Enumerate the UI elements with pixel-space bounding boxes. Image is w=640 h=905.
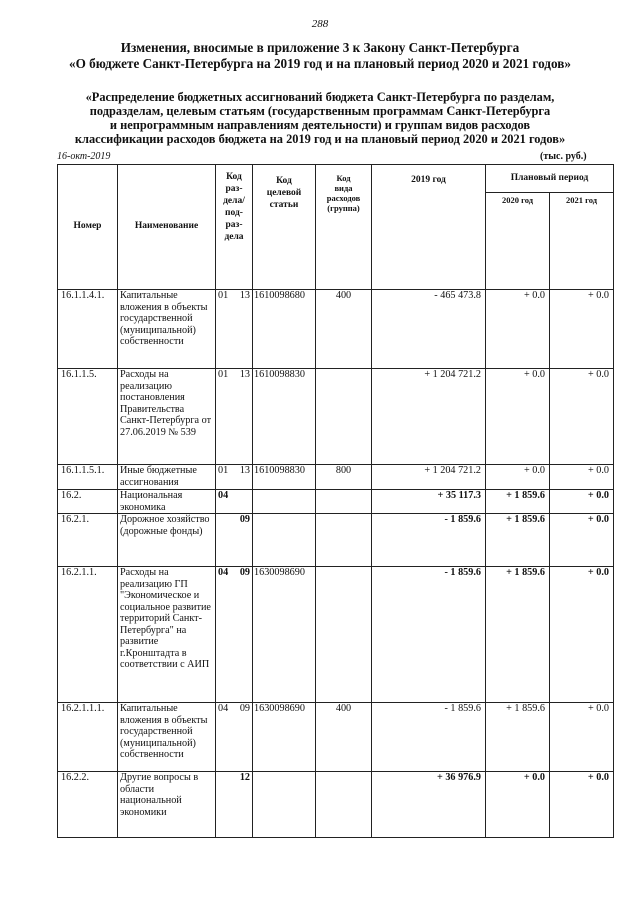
row-target-article: 1630098690	[253, 703, 316, 772]
budget-table	[57, 164, 614, 838]
units-label: (тыс. руб.)	[540, 151, 587, 162]
row-number: 16.2.1.1.	[58, 567, 118, 703]
subtitle-line-3: и непрограммным направлениям деятельности) и группам видов расходов	[109, 118, 531, 132]
row-amount-2019: - 1 859.6	[372, 703, 486, 772]
header-2020: 2020 год	[486, 193, 550, 290]
row-name: Национальная экономика	[118, 490, 216, 514]
row-expense-group	[316, 369, 372, 465]
row-amount-2021: + 0.0	[550, 567, 614, 703]
row-amount-2020: + 0.0	[486, 369, 550, 465]
row-number: 16.1.1.5.1.	[58, 465, 118, 490]
row-amount-2020: + 0.0	[486, 465, 550, 490]
row-amount-2019: + 1 204 721.2	[372, 465, 486, 490]
row-name: Капитальные вложения в объекты государственной (муниципальной) собственности	[118, 290, 216, 369]
document-date: 16-окт-2019	[57, 151, 111, 162]
row-razdel: 04	[216, 490, 235, 514]
document-title	[40, 40, 600, 72]
row-podrazdel: 13	[235, 290, 253, 369]
header-2021: 2021 год	[550, 193, 614, 290]
row-expense-group	[316, 514, 372, 567]
row-amount-2021: + 0.0	[550, 772, 614, 838]
row-number: 16.2.	[58, 490, 118, 514]
table-row	[58, 369, 614, 465]
row-amount-2020: + 1 859.6	[486, 490, 550, 514]
header-razdel-line: дела	[224, 232, 244, 242]
subtitle-line-4: классификации расходов бюджета на 2019 год и на плановый период 2020 и 2021 годов»	[74, 132, 566, 146]
row-podrazdel: 09	[235, 567, 253, 703]
row-podrazdel: 13	[235, 465, 253, 490]
header-expense-group	[316, 165, 372, 290]
header-razdel	[216, 165, 253, 290]
row-amount-2019: - 465 473.8	[372, 290, 486, 369]
row-amount-2021: + 0.0	[550, 703, 614, 772]
row-name: Иные бюджетные ассигнования	[118, 465, 216, 490]
table-row	[58, 490, 614, 514]
table-row	[58, 290, 614, 369]
title-line-2: «О бюджете Санкт-Петербурга на 2019 год и на плановый период 2020 и 2021 годов»	[69, 56, 571, 71]
row-podrazdel: 09	[235, 514, 253, 567]
row-razdel: 01	[216, 465, 235, 490]
row-amount-2020: + 1 859.6	[486, 514, 550, 567]
row-amount-2021: + 0.0	[550, 514, 614, 567]
row-target-article: 1610098680	[253, 290, 316, 369]
header-plan-period: Плановый период	[486, 165, 614, 193]
row-amount-2019: - 1 859.6	[372, 567, 486, 703]
row-amount-2019: + 35 117.3	[372, 490, 486, 514]
row-razdel: 04	[216, 703, 235, 772]
row-amount-2021: + 0.0	[550, 290, 614, 369]
row-number: 16.1.1.4.1.	[58, 290, 118, 369]
row-name: Другие вопросы в области национальной экономики	[118, 772, 216, 838]
row-amount-2020: + 0.0	[486, 772, 550, 838]
row-razdel: 01	[216, 290, 235, 369]
header-razdel-line: раз-	[225, 184, 243, 194]
row-target-article	[253, 514, 316, 567]
row-target-article	[253, 772, 316, 838]
row-number: 16.1.1.5.	[58, 369, 118, 465]
header-gr-line: расходов	[326, 193, 361, 203]
header-razdel-line: под-	[225, 208, 243, 218]
table-row	[58, 514, 614, 567]
header-razdel-line: Код	[226, 172, 242, 182]
header-razdel-line: дела/	[223, 196, 245, 206]
row-expense-group	[316, 567, 372, 703]
header-cs-line: целевой	[266, 188, 302, 198]
document-subtitle	[40, 90, 600, 146]
header-target-article	[253, 165, 316, 290]
row-expense-group	[316, 490, 372, 514]
row-podrazdel	[235, 490, 253, 514]
row-name: Капитальные вложения в объекты государственной (муниципальной) собственности	[118, 703, 216, 772]
row-name: Расходы на реализацию постановления Правительства Санкт-Петербурга от 27.06.2019 № 539	[118, 369, 216, 465]
row-amount-2019: - 1 859.6	[372, 514, 486, 567]
table-row	[58, 772, 614, 838]
row-amount-2021: + 0.0	[550, 465, 614, 490]
header-2019: 2019 год	[372, 165, 486, 290]
header-cs-line: статьи	[269, 200, 299, 210]
row-amount-2020: + 0.0	[486, 290, 550, 369]
row-number: 16.2.1.1.1.	[58, 703, 118, 772]
row-number: 16.2.1.	[58, 514, 118, 567]
row-amount-2019: + 36 976.9	[372, 772, 486, 838]
row-amount-2020: + 1 859.6	[486, 567, 550, 703]
header-gr-line: (группа)	[327, 203, 360, 213]
row-podrazdel: 12	[235, 772, 253, 838]
subtitle-line-1: «Распределение бюджетных ассигнований бюджета Санкт-Петербурга по разделам,	[85, 90, 555, 104]
row-target-article: 1610098830	[253, 369, 316, 465]
row-target-article: 1630098690	[253, 567, 316, 703]
header-razdel-line: раз-	[225, 220, 243, 230]
table-header-row	[58, 165, 614, 193]
row-name: Дорожное хозяйство (дорожные фонды)	[118, 514, 216, 567]
header-cs-line: Код	[276, 176, 292, 186]
row-razdel	[216, 772, 235, 838]
row-podrazdel: 09	[235, 703, 253, 772]
row-razdel	[216, 514, 235, 567]
page-number: 288	[311, 18, 329, 30]
header-gr-line: вида	[334, 183, 353, 193]
row-number: 16.2.2.	[58, 772, 118, 838]
title-line-1: Изменения, вносимые в приложение 3 к Закону Санкт-Петербурга	[120, 40, 520, 55]
row-amount-2019: + 1 204 721.2	[372, 369, 486, 465]
table-row	[58, 465, 614, 490]
header-name: Наименование	[118, 165, 216, 290]
row-podrazdel: 13	[235, 369, 253, 465]
subtitle-line-2: подразделам, целевым статьям (государственным программам Санкт-Петербурга	[89, 104, 551, 118]
row-expense-group	[316, 772, 372, 838]
header-gr-line: Код	[336, 173, 351, 183]
row-amount-2020: + 1 859.6	[486, 703, 550, 772]
row-target-article: 1610098830	[253, 465, 316, 490]
row-target-article	[253, 490, 316, 514]
row-razdel: 01	[216, 369, 235, 465]
header-number: Номер	[58, 165, 118, 290]
table-row	[58, 567, 614, 703]
row-expense-group: 400	[316, 290, 372, 369]
table-row	[58, 703, 614, 772]
row-razdel: 04	[216, 567, 235, 703]
row-amount-2021: + 0.0	[550, 490, 614, 514]
row-amount-2021: + 0.0	[550, 369, 614, 465]
row-name: Расходы на реализацию ГП "Экономическое и социальное развитие территорий Санкт-Петербурга" на развитие г.Кронштадта в соответствии с АИП	[118, 567, 216, 703]
row-expense-group: 400	[316, 703, 372, 772]
row-expense-group: 800	[316, 465, 372, 490]
